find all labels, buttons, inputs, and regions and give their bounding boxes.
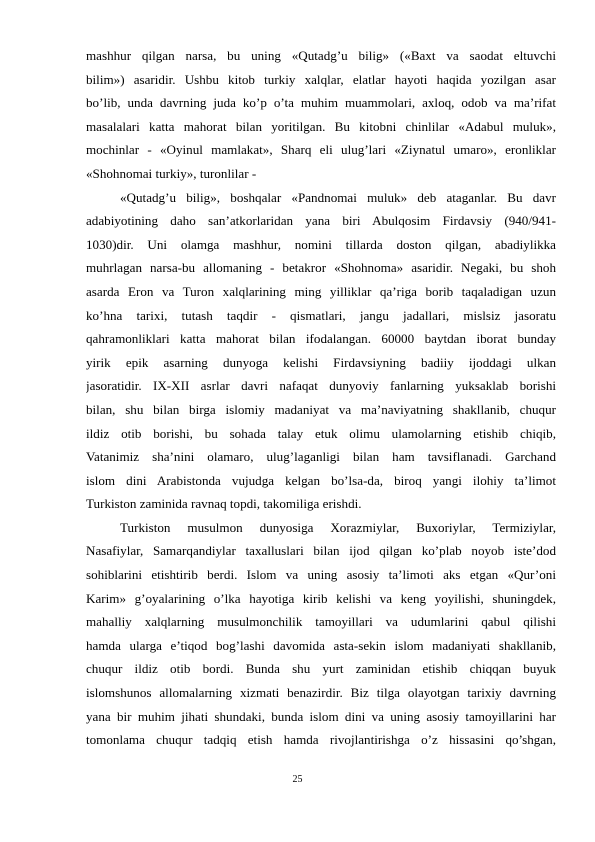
text-line: ildiz otib borishi, bu sohada talay etuk olimu ulamolarning etishib chiqib, xyxy=(86,425,556,441)
page-number: 25 xyxy=(292,774,303,785)
text-line: sohiblarini etishtirib berdi. Islom va uning asosiy ta’limoti aks etgan «Qur’oni xyxy=(86,567,556,583)
text-line: yana bir muhim jihati shundaki, bunda islom dini va uning asosiy tamoyillarini har xyxy=(86,708,556,724)
text-line: masalalari katta mahorat bilan yoritilgan. Bu kitobni chinlilar «Adabul muluk», xyxy=(86,118,556,134)
text-line: Nasafiylar, Samarqandiylar taxalluslari bilan ijod qilgan ko’plab noyob iste’dod xyxy=(86,543,556,559)
text-line: mochinlar - «Oyinul mamlakat», Sharq eli ulug’lari «Ziynatul umaro», eronliklar xyxy=(86,142,556,158)
text-line: hamda ularga e’tiqod bog’lashi davomida asta-sekin islom madaniyati shakllanib, xyxy=(86,637,556,653)
text-line: islomshunos allomalarning xizmati benazirdir. Biz tilga olayotgan tarixiy davrning xyxy=(86,685,556,701)
text-line: mashhur qilgan narsa, bu uning «Qutadg’u bilig» («Baxt va saodat eltuvchi xyxy=(86,48,556,63)
text-line: muhrlagan narsa-bu allomaning - betakror «Shohnoma» asaridir. Negaki, bu shoh xyxy=(86,260,556,276)
text-line: «Shohnomai turkiy», turonlilar - xyxy=(86,165,257,181)
text-line: jasoratidir. IX-XII asrlar davri nafaqat dunyoviy fanlarning yuksaklab borishi xyxy=(86,378,556,394)
paragraph-first-line: Turkiston musulmon dunyosiga Xorazmiylar, Buxoriylar, Termiziylar, xyxy=(120,519,556,535)
text-line: bilim») asaridir. Ushbu kitob turkiy xalqlar, elatlar hayoti haqida yozilgan asar xyxy=(86,71,556,87)
text-line: qahramonliklari katta mahorat bilan ifodalangan. 60000 baytdan iborat bunday xyxy=(86,331,556,347)
paragraph-first-line: «Qutadg’u bilig», boshqalar «Pandnomai muluk» deb ataganlar. Bu davr xyxy=(120,189,556,205)
text-line: Vatanimiz sha’nini olamaro, ulug’laganligi bilan ham tavsiflanadi. Garchand xyxy=(86,449,556,465)
text-line: tomonlama chuqur tadqiq etish hamda rivojlantirishga o’z hissasini qo’shgan, xyxy=(86,732,556,748)
text-line: yirik epik asarning dunyoga kelishi Firdavsiyning badiiy ijoddagi ulkan xyxy=(86,354,556,370)
text-line: mahalliy xalqlarning musulmonchilik tamoyillari va udumlarini qabul qilishi xyxy=(86,614,556,630)
text-line: bo’lib, unda davrning juda ko’p o’ta muhim muammolari, axloq, odob va ma’rifat xyxy=(86,95,556,111)
text-line: ko’hna tarixi, tutash taqdir - qismatlari, jangu jadallari, mislsiz jasoratu xyxy=(86,307,556,323)
text-line: islom dini Arabistonda vujudga kelgan bo’lsa-da, biroq yangi ilohiy ta’limot xyxy=(86,472,556,488)
text-line: Karim» g’oyalarining o’lka hayotiga kirib kelishi va keng yoyilishi, shuningdek, xyxy=(86,590,556,606)
text-line: adabiyotining daho san’atkorlaridan yana biri Abulqosim Firdavsiy (940/941- xyxy=(86,213,556,229)
text-line: bilan, shu bilan birga islomiy madaniyat va ma’naviyatning shakllanib, chuqur xyxy=(86,401,556,417)
text-line: asarda Eron va Turon xalqlarining ming yilliklar qa’riga borib taqaladigan uzun xyxy=(86,283,556,299)
text-line: Turkiston zaminida ravnaq topdi, takomiliga erishdi. xyxy=(86,496,362,512)
text-line: chuqur ildiz otib bordi. Bunda shu yurt zaminidan etishib chiqqan buyuk xyxy=(86,661,556,677)
text-line: 1030)dir. Uni olamga mashhur, nomini tillarda doston qilgan, abadiylikka xyxy=(86,236,556,252)
document-body xyxy=(86,44,556,752)
